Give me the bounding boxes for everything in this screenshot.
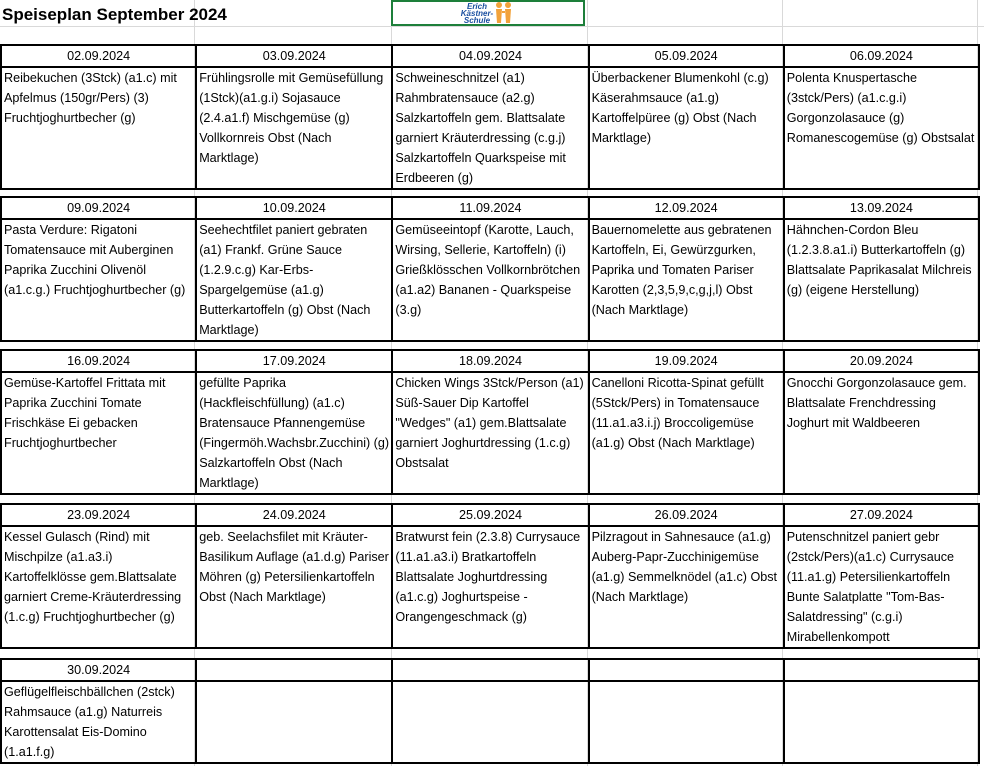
week-table <box>0 44 980 190</box>
meal-cell[interactable] <box>784 219 979 341</box>
meal-cell[interactable] <box>1 67 196 189</box>
meal-cell[interactable] <box>589 526 784 648</box>
logo-text-line: Kästner- <box>460 8 494 18</box>
date-row <box>1 197 979 219</box>
date-cell[interactable]: 20.09.2024 <box>784 350 979 372</box>
meal-cell[interactable] <box>392 67 588 189</box>
grid-line <box>0 26 984 27</box>
meal-cell[interactable] <box>589 67 784 189</box>
meal-text: Canelloni Ricotta-Spinat gefüllt (5Stck/Pers) in Tomatensauce (11.a1.a3.i.j) Broccoligemüse (a1.g) Obst (Nach Marktlage) <box>591 376 764 450</box>
meal-text: Gemüseeintopf (Karotte, Lauch, Wirsing, Sellerie, Kartoffeln) (i) Grießklösschen Vollkornbrötchen (a1.a2) Bananen - Quarkspeise (3.g) <box>395 223 581 317</box>
school-logo-text <box>461 3 493 24</box>
date-cell[interactable]: 09.09.2024 <box>1 197 196 219</box>
date-cell[interactable]: 02.09.2024 <box>1 45 196 67</box>
date-cell[interactable]: 26.09.2024 <box>589 504 784 526</box>
date-cell[interactable]: 06.09.2024 <box>784 45 979 67</box>
meal-cell[interactable] <box>1 526 196 648</box>
meal-cell[interactable] <box>784 526 979 648</box>
meal-text: gefüllte Paprika (Hackfleischfüllung) (a1.c) Bratensauce Pfannengemüse (Fingermöh.Wachsbr.Zucchini) (g) Salzkartoffeln Obst (Nach Marktlage) <box>199 376 390 490</box>
meal-cell[interactable] <box>589 681 784 763</box>
meal-text: Kessel Gulasch (Rind) mit Mischpilze (a1.a3.i) Kartoffelklösse gem.Blattsalate garniert Creme-Kräuterdressing (1.c.g) Fruchtjoghurtbecher (g) <box>4 530 182 624</box>
date-cell[interactable]: 24.09.2024 <box>196 504 392 526</box>
meal-cell[interactable] <box>196 681 392 763</box>
meal-cell[interactable] <box>784 681 979 763</box>
meal-text: Pilzragout in Sahnesauce (a1.g) Auberg-Papr-Zucchinigemüse (a1.g) Semmelknödel (a1.c) Obst (Nach Marktlage) <box>591 530 778 604</box>
meal-text: Reibekuchen (3Stck) (a1.c) mit Apfelmus (150gr/Pers) (3) Fruchtjoghurtbecher (g) <box>4 71 177 125</box>
meal-cell[interactable] <box>589 372 784 494</box>
meal-text: Bauernomelette aus gebratenen Kartoffeln, Ei, Gewürzgurken, Paprika und Tomaten Pariser Karotten (2,3,5,9,c,g,j,l) Obst (Nach Marktlage) <box>591 223 772 317</box>
meal-cell[interactable] <box>589 219 784 341</box>
date-cell[interactable] <box>392 659 588 681</box>
meal-cell[interactable] <box>196 526 392 648</box>
meal-cell[interactable] <box>392 681 588 763</box>
meal-text: Hähnchen-Cordon Bleu (1.2.3.8.a1.i) Butterkartoffeln (g) Blattsalate Paprikasalat Milchreis (g) (eigene Herstellung) <box>786 223 972 297</box>
school-logo <box>461 1 515 25</box>
meal-cell[interactable] <box>196 219 392 341</box>
meal-row <box>1 681 979 763</box>
meal-text: Gnocchi Gorgonzolasauce gem. Blattsalate Frenchdressing Joghurt mit Waldbeeren <box>786 376 967 430</box>
date-cell[interactable]: 23.09.2024 <box>1 504 196 526</box>
meal-cell[interactable] <box>196 67 392 189</box>
meal-row <box>1 372 979 494</box>
meal-text: Überbackener Blumenkohl (c.g) Käserahmsauce (a1.g) Kartoffelpüree (g) Obst (Nach Marktlage) <box>591 71 769 145</box>
date-cell[interactable] <box>196 659 392 681</box>
meal-row <box>1 526 979 648</box>
date-cell[interactable]: 13.09.2024 <box>784 197 979 219</box>
week-table <box>0 196 980 342</box>
meal-row <box>1 219 979 341</box>
meal-text: Chicken Wings 3Stck/Person (a1) Süß-Sauer Dip Kartoffel "Wedges" (a1) gem.Blattsalate garniert Joghurtdressing (1.c.g) Obstsalat <box>395 376 584 470</box>
meal-text: Pasta Verdure: Rigatoni Tomatensauce mit Auberginen Paprika Zucchini Olivenöl (a1.c.g.) Fruchtjoghurtbecher (g) <box>4 223 186 297</box>
date-cell[interactable]: 12.09.2024 <box>589 197 784 219</box>
date-cell[interactable]: 19.09.2024 <box>589 350 784 372</box>
meal-text: Bratwurst fein (2.3.8) Currysauce (11.a1.a3.i) Bratkartoffeln Blattsalate Joghurtdressing (a1.c.g) Joghurtspeise - Orangengeschmack (g) <box>395 530 581 624</box>
meal-cell[interactable] <box>392 526 588 648</box>
meal-text: Frühlingsrolle mit Gemüsefüllung (1Stck)(a1.g.i) Sojasauce (2.4.a1.f) Mischgemüse (g) Vollkornreis Obst (Nach Marktlage) <box>199 71 384 165</box>
selected-cell[interactable] <box>391 0 585 26</box>
meal-cell[interactable] <box>1 372 196 494</box>
meal-text: Polenta Knuspertasche (3stck/Pers) (a1.c.g.i) Gorgonzolasauce (g) Romanescogemüse (g) Obstsalat <box>786 71 975 145</box>
date-cell[interactable] <box>589 659 784 681</box>
date-row <box>1 659 979 681</box>
meal-text: Seehechtfilet paniert gebraten (a1) Frankf. Grüne Sauce (1.2.9.c.g) Kar-Erbs-Spargelgemüse (a1.g) Butterkartoffeln (g) Obst (Nach Marktlage) <box>199 223 371 337</box>
date-cell[interactable]: 04.09.2024 <box>392 45 588 67</box>
meal-text: geb. Seelachsfilet mit Kräuter-Basilikum Auflage (a1.d.g) Pariser Möhren (g) Petersilienkartoffeln Obst (Nach Marktlage) <box>199 530 389 604</box>
week-table <box>0 658 980 764</box>
meal-cell[interactable] <box>1 681 196 763</box>
meal-text: Geflügelfleischbällchen (2stck) Rahmsauce (a1.g) Naturreis Karottensalat Eis-Domino (1.a1.f.g) <box>4 685 175 759</box>
meal-cell[interactable] <box>784 372 979 494</box>
logo-text-line: Schule <box>463 15 491 25</box>
meal-cell[interactable] <box>392 219 588 341</box>
date-row <box>1 350 979 372</box>
meal-cell[interactable] <box>392 372 588 494</box>
meal-cell[interactable] <box>1 219 196 341</box>
date-cell[interactable]: 27.09.2024 <box>784 504 979 526</box>
date-cell[interactable]: 10.09.2024 <box>196 197 392 219</box>
date-cell[interactable]: 03.09.2024 <box>196 45 392 67</box>
date-cell[interactable]: 05.09.2024 <box>589 45 784 67</box>
meal-row <box>1 67 979 189</box>
date-cell[interactable]: 11.09.2024 <box>392 197 588 219</box>
week-table <box>0 349 980 495</box>
logo-text-line: Erich <box>466 1 487 11</box>
date-cell[interactable]: 30.09.2024 <box>1 659 196 681</box>
meal-cell[interactable] <box>196 372 392 494</box>
week-table <box>0 503 980 649</box>
date-row <box>1 504 979 526</box>
meal-text: Putenschnitzel paniert gebr (2stck/Pers)(a1.c) Currysauce (11.a1.g) Petersilienkartoffeln Bunte Salatplatte "Tom-Bas-Salatdressing" (c.g.i) Mirabellenkompott <box>786 530 955 644</box>
school-logo-figures-icon <box>493 1 515 25</box>
date-cell[interactable]: 16.09.2024 <box>1 350 196 372</box>
date-cell[interactable]: 18.09.2024 <box>392 350 588 372</box>
page-title[interactable]: Speiseplan September 2024 <box>2 5 227 24</box>
date-row <box>1 45 979 67</box>
meal-cell[interactable] <box>784 67 979 189</box>
meal-text: Gemüse-Kartoffel Frittata mit Paprika Zucchini Tomate Frischkäse Ei gebacken Fruchtjoghurtbecher <box>4 376 166 450</box>
date-cell[interactable] <box>784 659 979 681</box>
meal-text: Schweineschnitzel (a1) Rahmbratensauce (a2.g) Salzkartoffeln gem. Blattsalate garniert Kräuterdressing (c.g.j) Salzkartoffeln Quarkspeise mit Erdbeeren (g) <box>395 71 566 185</box>
date-cell[interactable]: 25.09.2024 <box>392 504 588 526</box>
date-cell[interactable]: 17.09.2024 <box>196 350 392 372</box>
